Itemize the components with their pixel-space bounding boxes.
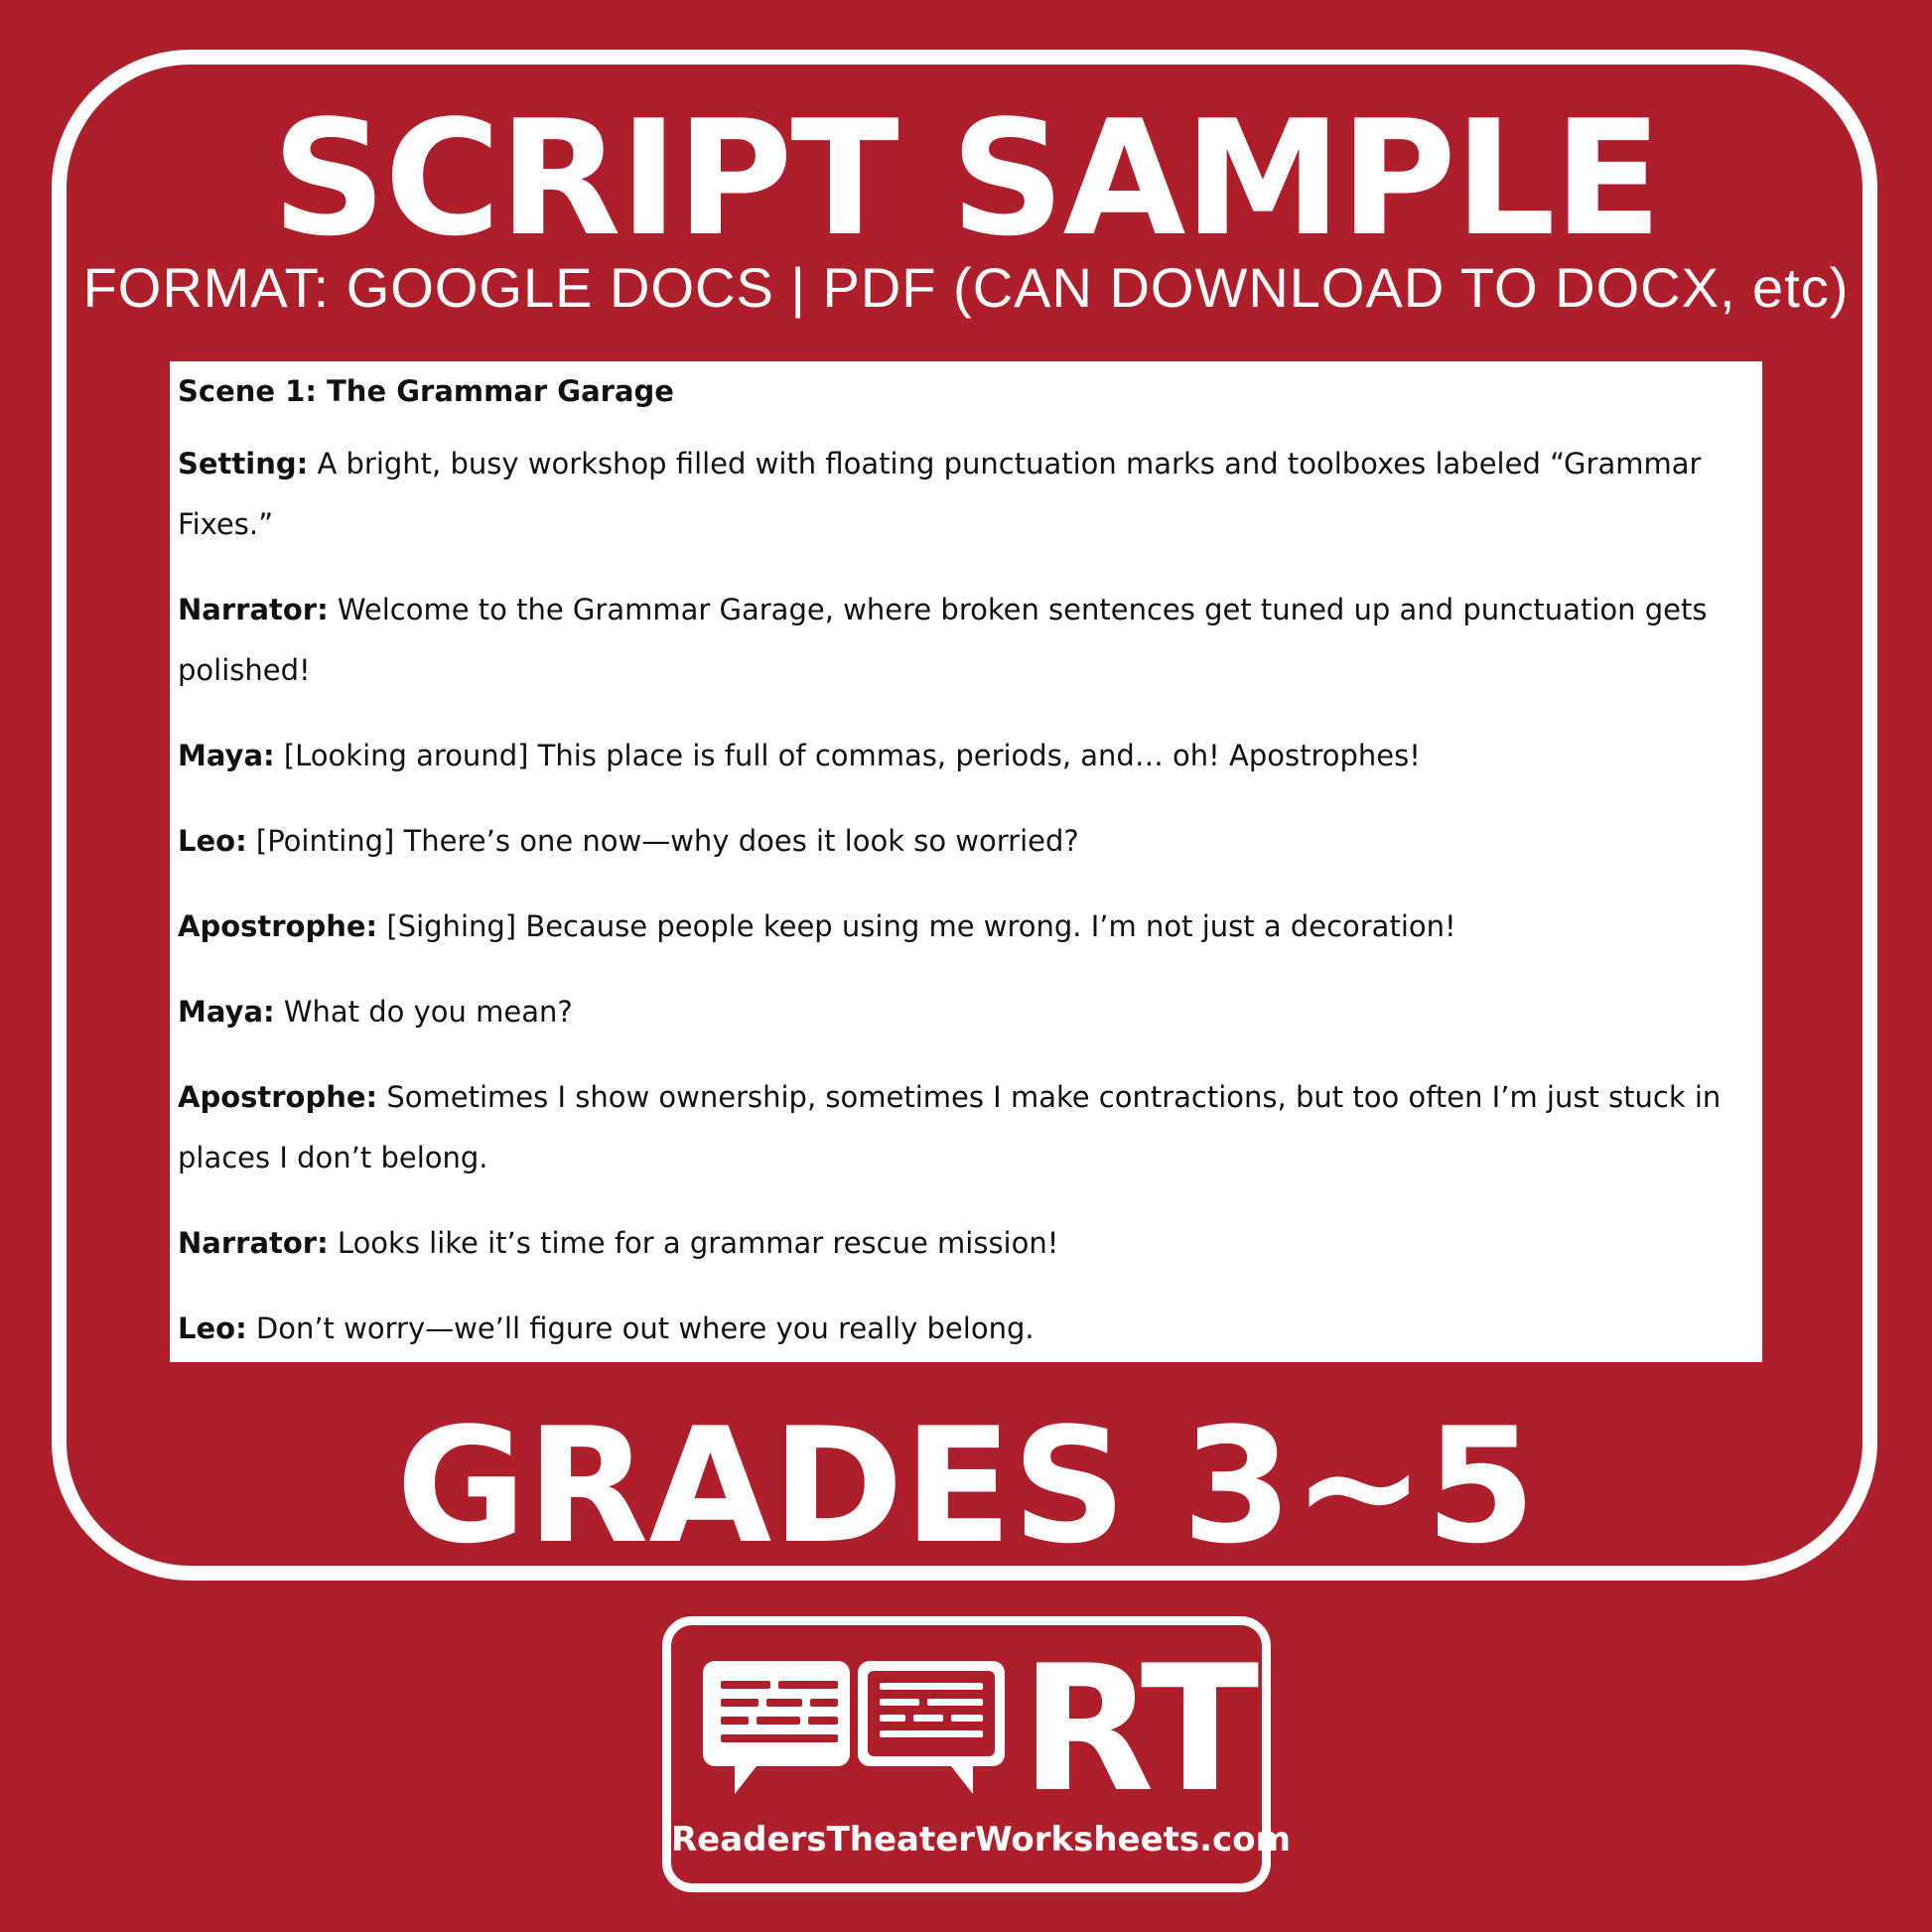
speech-bubbles-icon [701,1641,1009,1815]
speaker-name: Leo: [178,824,247,858]
line-text: Don’t worry—we’ll figure out where you really belong. [246,1311,1035,1345]
grades-label: GRADES 3~5 [395,1393,1537,1579]
line-text: Looks like it’s time for a grammar rescue mission! [328,1226,1059,1260]
line-text: What do you mean? [274,995,573,1029]
speaker-name: Maya: [178,739,275,772]
speaker-name: Maya: [178,995,275,1029]
scene-heading: Scene 1: The Grammar Garage [178,374,674,408]
speaker-name: Leo: [178,1311,247,1345]
script-line [178,1213,1762,1274]
script-line [178,897,1762,957]
script-line [178,982,1762,1042]
script-line [178,434,1762,555]
line-text: [Sighing] Because people keep using me wrong. I’m not just a decoration! [377,909,1456,943]
script-sample-document [170,361,1762,1362]
speaker-name: Apostrophe: [178,909,378,943]
website-url: ReadersTheaterWorksheets.com [671,1820,1292,1860]
script-line [178,1067,1762,1188]
script-line [178,726,1762,786]
speaker-name: Narrator: [178,1226,329,1260]
line-text: [Pointing] There’s one now—why does it look so worried? [246,824,1079,858]
page-title: SCRIPT SAMPLE [271,85,1661,271]
speaker-name: Narrator: [178,593,329,626]
script-line [178,580,1762,701]
line-text: Sometimes I show ownership, sometimes I make contractions, but too often I’m just stuck in places I don’t belong. [178,1080,1722,1174]
logo-letters: RT [1021,1629,1254,1831]
line-text: Welcome to the Grammar Garage, where broken sentences get tuned up and punctuation gets polished! [178,593,1708,687]
line-text: [Looking around] This place is full of commas, periods, and… oh! Apostrophes! [274,739,1421,772]
script-line [178,811,1762,872]
script-line [178,1299,1762,1359]
line-text: A bright, busy workshop filled with floating punctuation marks and toolboxes labeled “Grammar Fixes.” [178,447,1702,541]
format-subtitle: FORMAT: GOOGLE DOCS | PDF (CAN DOWNLOAD TO DOCX, etc) [82,256,1850,319]
speaker-name: Apostrophe: [178,1080,378,1114]
site-logo [662,1616,1292,1892]
speaker-name: Setting: [178,447,309,481]
